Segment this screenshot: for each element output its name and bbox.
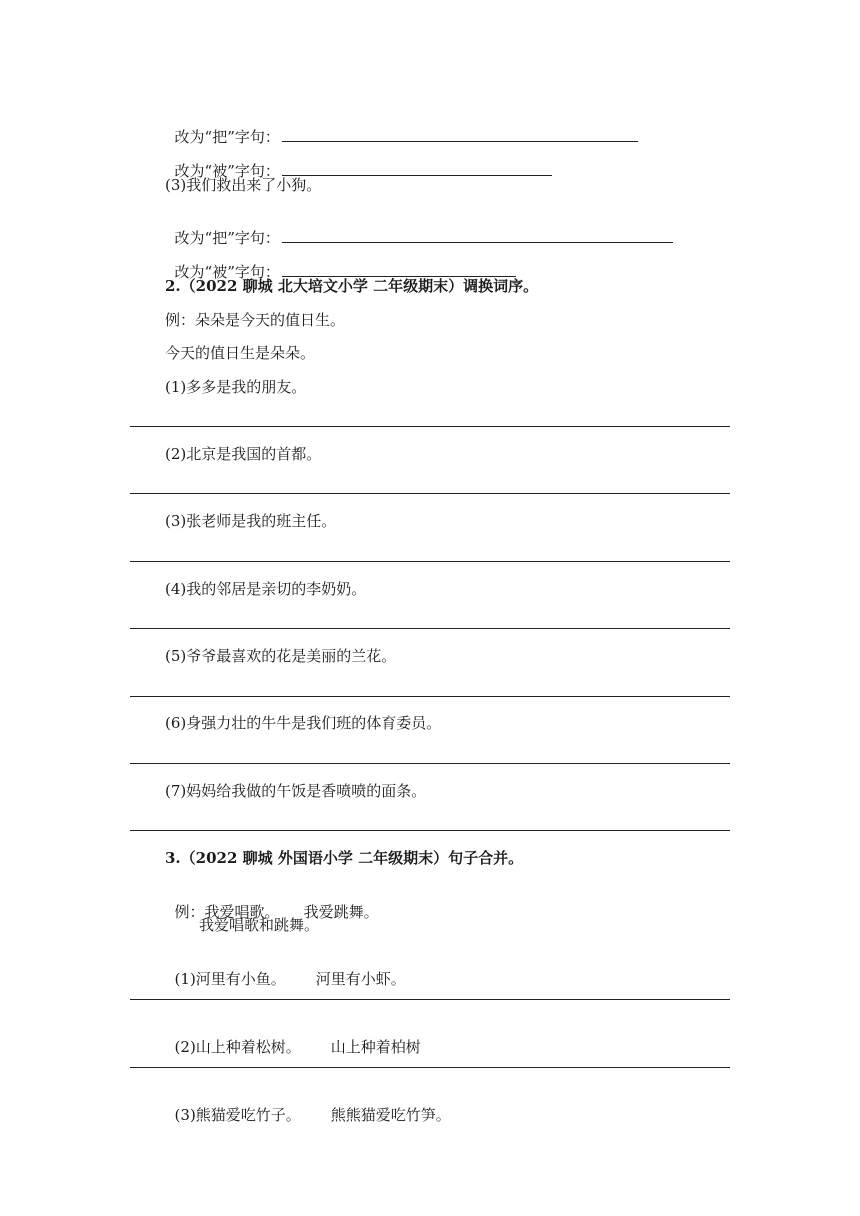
section-3-item-2	[165, 1017, 421, 1057]
sentence-a: (1)河里有小鱼。	[174, 970, 286, 988]
question-3-sentence: (3)我们救出来了小狗。	[165, 176, 322, 194]
answer-line[interactable]	[130, 1067, 730, 1068]
section-3-example-answer: 我爱唱歌和跳舞。	[199, 916, 320, 934]
sentence-b: 熊熊猫爱吃竹笋。	[330, 1106, 451, 1124]
section-2-item-5: (5)爷爷最喜欢的花是美丽的兰花。	[165, 647, 397, 665]
prompt-label: 改为“被”字句：	[174, 162, 280, 180]
example-sentence-a: 例：我爱唱歌。	[174, 903, 280, 921]
prompt-label: 改为“把”字句：	[174, 229, 280, 247]
answer-blank[interactable]	[282, 262, 516, 277]
answer-line[interactable]	[130, 999, 730, 1000]
sentence-b: 河里有小虾。	[315, 970, 406, 988]
section-2-item-2: (2)北京是我国的首都。	[165, 445, 322, 463]
answer-line[interactable]	[130, 426, 730, 427]
section-2-item-7: (7)妈妈给我做的午饭是香喷喷的面条。	[165, 782, 427, 800]
section-2-item-1: (1)多多是我的朋友。	[165, 378, 307, 396]
answer-blank[interactable]	[282, 228, 673, 243]
section-2-example: 例：朵朵是今天的值日生。	[165, 311, 346, 329]
answer-line[interactable]	[130, 493, 730, 494]
section-2-item-3: (3)张老师是我的班主任。	[165, 512, 337, 530]
answer-line[interactable]	[130, 561, 730, 562]
answer-blank[interactable]	[282, 161, 552, 176]
answer-line[interactable]	[130, 830, 730, 831]
answer-blank[interactable]	[282, 127, 638, 142]
section-2-title: 2.（2022 聊城 北大培文小学 二年级期末）调换词序。	[165, 277, 539, 295]
section-3-item-1	[165, 949, 406, 989]
section-2-example-answer: 今天的值日生是朵朵。	[165, 344, 316, 362]
section-2-item-4: (4)我的邻居是亲切的李奶奶。	[165, 580, 367, 598]
section-2-item-6: (6)身强力壮的牛牛是我们班的体育委员。	[165, 714, 442, 732]
section-3-item-3	[165, 1085, 451, 1125]
sentence-a: (3)熊猫爱吃竹子。	[174, 1106, 301, 1124]
sentence-a: (2)山上种着松树。	[174, 1038, 301, 1056]
example-sentence-b: 我爱跳舞。	[303, 903, 379, 921]
prompt-label: 改为“把”字句：	[174, 128, 280, 146]
section-3-title: 3.（2022 聊城 外国语小学 二年级期末）句子合并。	[165, 849, 524, 867]
answer-line[interactable]	[130, 696, 730, 697]
answer-line[interactable]	[130, 763, 730, 764]
sentence-b: 山上种着柏树	[330, 1038, 421, 1056]
prompt-label: 改为“被”字句：	[174, 263, 280, 281]
answer-line[interactable]	[130, 628, 730, 629]
